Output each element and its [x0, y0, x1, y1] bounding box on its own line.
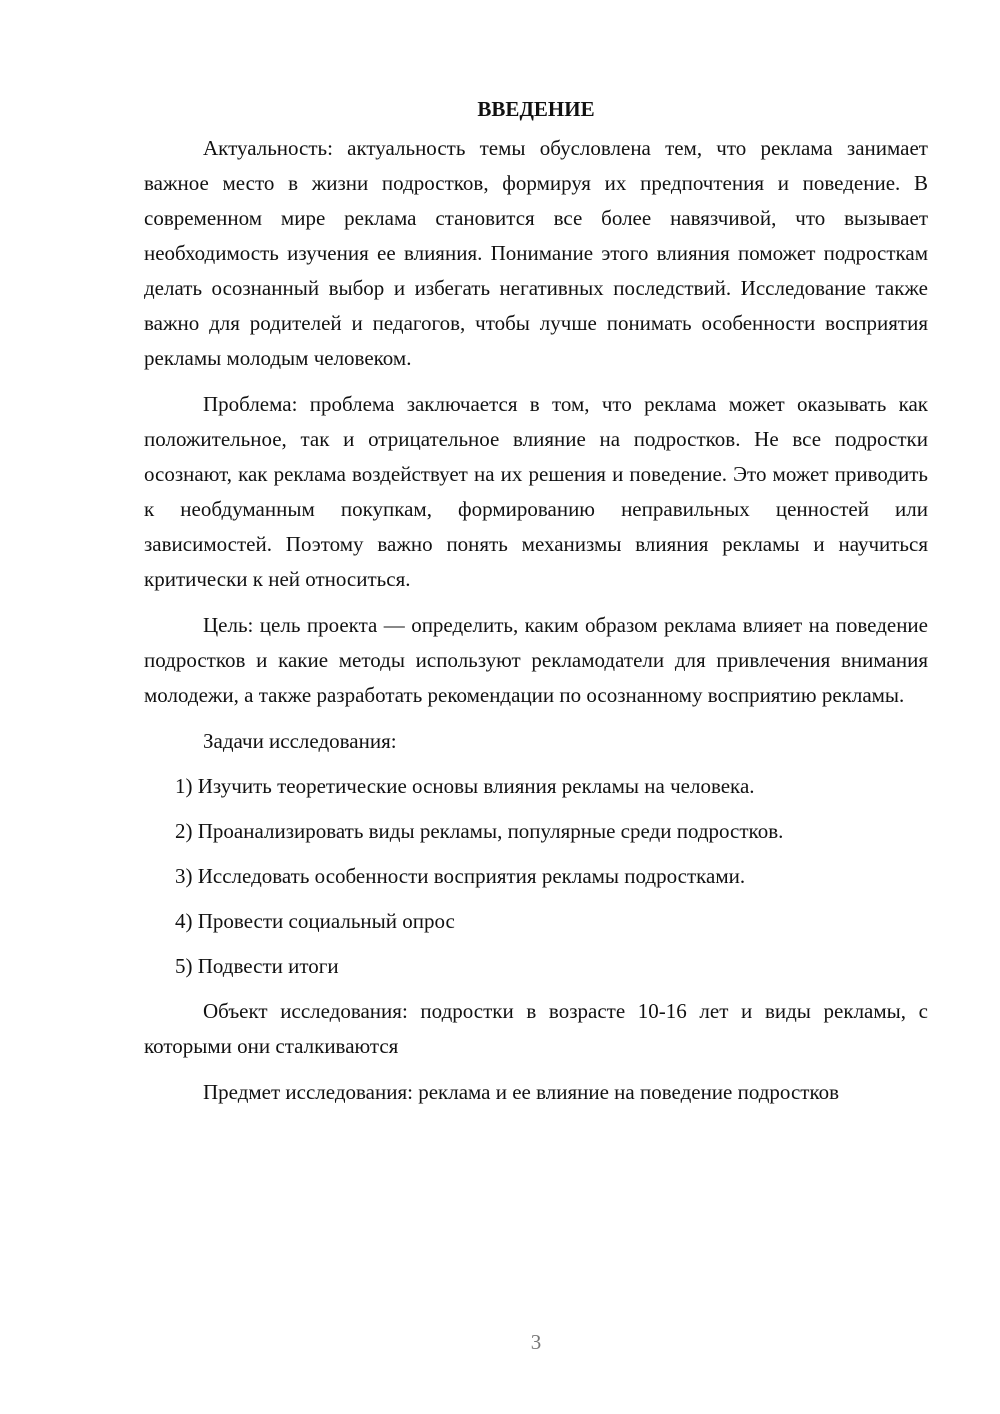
problem-paragraph: Проблема: проблема заключается в том, что реклама может оказывать как положительное, так и отрицательное влияние на подростков. Не все подростки осознают, как реклама воздействует на их решения и поведение. Это может приводить к необдуманным покупкам, формированию неправильных ценностей или зависимостей. Поэтому важно понять механизмы влияния рекламы и научиться критически к ней относиться.: [144, 392, 928, 591]
tasks-heading: Задачи исследования:: [203, 729, 397, 753]
relevance-paragraph: Актуальность: актуальность темы обусловлена тем, что реклама занимает важное место в жизни подростков, формируя их предпочтения и поведение. В современном мире реклама становится все более навязчивой, что вызывает необходимость изучения ее влияния. Понимание этого влияния поможет подросткам делать осознанный выбор и избегать негативных последствий. Исследование также важно для родителей и педагогов, чтобы лучше понимать особенности восприятия рекламы молодым человеком.: [144, 136, 928, 370]
page-content: [144, 92, 928, 1121]
page-title: ВВЕДЕНИЕ: [477, 97, 595, 121]
task-item: 2) Проанализировать виды рекламы, популярные среди подростков.: [175, 819, 784, 843]
task-item: 3) Исследовать особенности восприятия рекламы подростками.: [175, 864, 746, 888]
goal-paragraph: Цель: цель проекта — определить, каким образом реклама влияет на поведение подростков и какие методы используют рекламодатели для привлечения внимания молодежи, а также разработать рекомендации по осознанному восприятию рекламы.: [144, 613, 928, 707]
tasks-list: [144, 769, 928, 984]
page-number: 3: [530, 1330, 542, 1354]
research-object-paragraph: Объект исследования: подростки в возрасте 10-16 лет и виды рекламы, с которыми они сталкиваются: [144, 999, 928, 1058]
task-item: 5) Подвести итоги: [175, 954, 339, 978]
task-item: 1) Изучить теоретические основы влияния рекламы на человека.: [175, 774, 755, 798]
task-item: 4) Провести социальный опрос: [175, 909, 455, 933]
research-subject-paragraph: Предмет исследования: реклама и ее влияние на поведение подростков: [203, 1080, 840, 1104]
